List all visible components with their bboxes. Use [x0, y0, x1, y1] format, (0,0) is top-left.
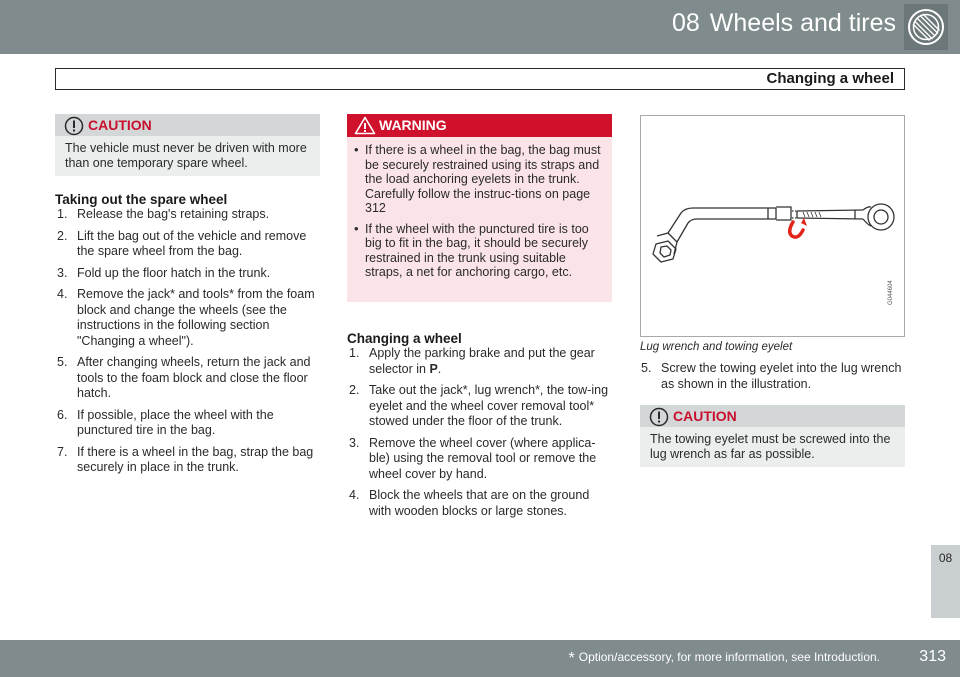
footer-note — [569, 650, 880, 668]
caution-text: The towing eyelet must be screwed into the lug wrench as far as possible. — [650, 432, 891, 461]
section-title: Changing a wheel — [766, 70, 894, 87]
side-tab-label: 08 — [938, 551, 953, 565]
header-band — [0, 0, 960, 54]
section-bar — [55, 68, 905, 90]
warning-label: WARNING — [379, 117, 447, 133]
caution-label: CAUTION — [673, 408, 737, 424]
figure-caption: Lug wrench and towing eyelet — [640, 341, 793, 353]
changing-wheel-steps — [349, 346, 612, 525]
subheading-spare-wheel: Taking out the spare wheel — [55, 192, 228, 207]
list-item: 3. Remove the wheel cover (where applica-ble) using the removal tool or remove the wheel cover by hand. — [349, 435, 597, 481]
caution-box-eyelet — [640, 405, 905, 467]
caution-box — [55, 114, 320, 176]
list-item: 4. Block the wheels that are on the ground with wooden blocks or large stones. — [349, 488, 590, 518]
footer-star: * — [568, 650, 575, 667]
list-item: 2. Take out the jack*, lug wrench*, the tow-ing eyelet and the wheel cover removal tool* stowed under the floor of the trunk. — [349, 383, 609, 428]
caution-text: The vehicle must never be driven with more than one temporary spare wheel. — [65, 141, 307, 170]
chapter-number: 08 — [671, 9, 700, 37]
chapter-title-text: Wheels and tires — [709, 9, 896, 37]
towing-eyelet-steps — [641, 361, 905, 398]
warning-list — [347, 137, 612, 280]
wheel-tire-icon — [904, 4, 948, 50]
list-item: • If the wheel with the punctured tire is too big to fit in the bag, it should be securely restrained in the trunk using suitable straps, a net for anchoring cargo, etc. — [365, 222, 604, 280]
caution-icon — [649, 407, 669, 432]
list-item: 1. Apply the parking brake and put the gear selector in P. — [349, 346, 595, 376]
list-item: 6. If possible, place the wheel with the punctured tire in the bag. — [57, 407, 274, 437]
illustration-lug-wrench — [640, 115, 905, 337]
list-item: • If there is a wheel in the bag, the bag must be securely restrained using its straps and the load anchoring eyelets in the trunk. Carefully follow the instruc-tions on page 312 — [365, 143, 604, 216]
caution-header — [55, 114, 320, 136]
list-item: 5. Screw the towing eyelet into the lug wrench as shown in the illustration. — [641, 361, 902, 391]
list-item: 4. Remove the jack* and tools* from the foam block and change the wheels (see the instructions in the following section "Changing a wheel"). — [57, 287, 315, 348]
list-item: 2. Lift the bag out of the vehicle and remove the spare wheel from the bag. — [57, 228, 307, 258]
chapter-side-tab — [931, 545, 960, 618]
list-item: 3. Fold up the floor hatch in the trunk. — [57, 265, 271, 280]
spare-wheel-steps — [57, 207, 322, 482]
footer-note-text: Option/accessory, for more information, see Introduction. — [578, 650, 880, 664]
list-item: 5. After changing wheels, return the jack and tools to the foam block and close the floor hatch. — [57, 355, 311, 400]
list-item: 1. Release the bag's retaining straps. — [57, 207, 270, 221]
page-number: 313 — [919, 648, 946, 665]
warning-box — [347, 114, 612, 302]
warning-header — [347, 114, 612, 137]
subheading-changing-wheel: Changing a wheel — [347, 331, 462, 346]
lug-wrench-drawing — [641, 116, 904, 336]
caution-label: CAUTION — [88, 117, 152, 133]
footer-band — [0, 640, 960, 677]
figure-id: G044604 — [888, 280, 894, 305]
rotation-arrow-icon — [790, 218, 807, 237]
caution-icon — [64, 116, 84, 141]
caution-header — [640, 405, 905, 427]
chapter-title — [672, 9, 896, 38]
list-item: 7. If there is a wheel in the bag, strap the bag securely in place in the trunk. — [57, 444, 314, 474]
warning-triangle-icon — [354, 116, 376, 140]
